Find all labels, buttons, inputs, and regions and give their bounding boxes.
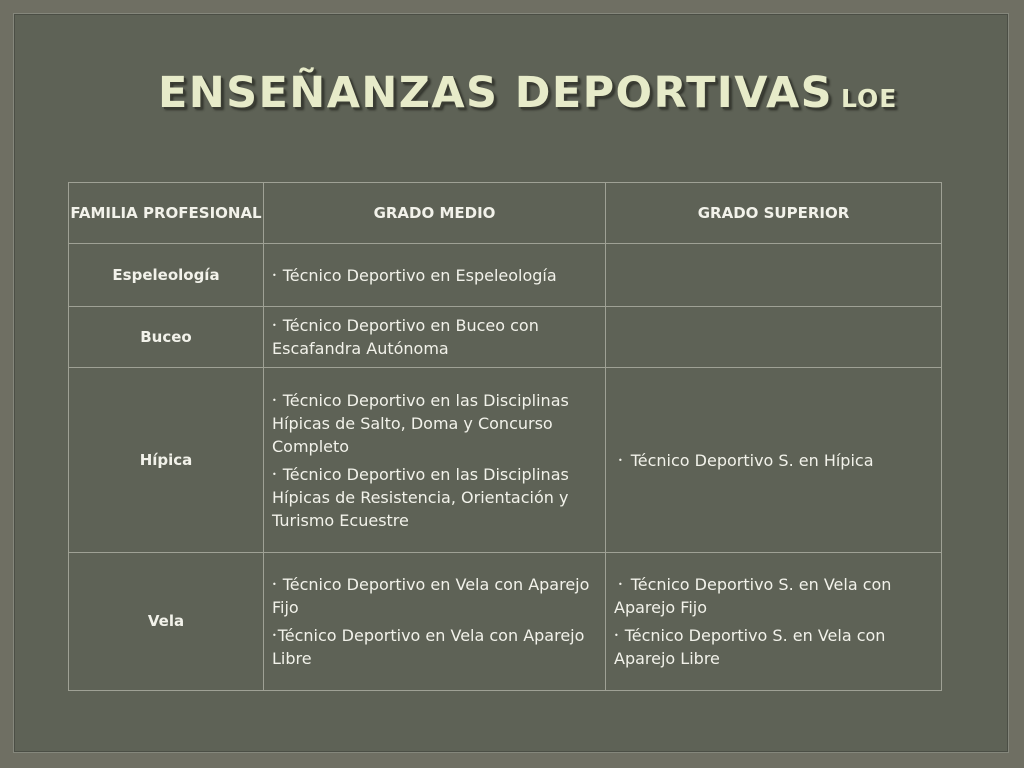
header-row (69, 183, 942, 244)
bullet-icon: • (272, 395, 277, 405)
table-row-buceo (69, 307, 942, 368)
grado-medio-cell (264, 244, 606, 307)
header-grado-medio: GRADO MEDIO (264, 183, 606, 244)
bullet-icon: • (272, 580, 277, 589)
grado-superior-cell (606, 307, 942, 368)
table-row-espeleologia (69, 244, 942, 307)
bullet-icon: • (272, 270, 277, 280)
grado-medio-cell (264, 368, 606, 553)
list-item: • Técnico Deportivo en Espeleología (272, 265, 557, 285)
bullet-icon: • (618, 580, 623, 589)
list-item: •Técnico Deportivo en Vela con Aparejo Libre (272, 626, 585, 668)
title-main: ENSEÑANZAS DEPORTIVAS (158, 68, 834, 118)
grado-superior-cell (606, 244, 942, 307)
bullet-icon: • (618, 455, 623, 465)
header-familia: FAMILIA PROFESIONAL (69, 183, 264, 244)
title-suffix: LOE (841, 84, 898, 113)
list-item: • Técnico Deportivo en Vela con Aparejo Fijo (272, 575, 590, 617)
familia-cell: Vela (69, 553, 264, 691)
list-item: • Técnico Deportivo S. en Vela con Aparejo Libre (614, 626, 886, 668)
grado-superior-cell (606, 368, 942, 553)
list-item: • Técnico Deportivo S. en Hípica (618, 450, 874, 470)
list-item: • Técnico Deportivo en Buceo con Escafandra Autónoma (272, 316, 539, 358)
bullet-icon: • (614, 631, 619, 640)
table-row-vela (69, 553, 942, 691)
education-table (68, 182, 942, 691)
grado-superior-cell (606, 553, 942, 691)
list-item: • Técnico Deportivo S. en Vela con Aparejo Fijo (614, 575, 892, 617)
familia-cell: Espeleología (69, 244, 264, 307)
familia-cell: Hípica (69, 368, 264, 553)
bullet-icon: • (272, 631, 277, 640)
header-grado-superior: GRADO SUPERIOR (606, 183, 942, 244)
familia-cell: Buceo (69, 307, 264, 368)
table-row-hipica (69, 368, 942, 553)
list-item: • Técnico Deportivo en las Disciplinas Hípicas de Salto, Doma y Concurso Completo (272, 390, 569, 456)
slide-title (158, 68, 898, 118)
grado-medio-cell (264, 553, 606, 691)
grado-medio-cell (264, 307, 606, 368)
list-item: • Técnico Deportivo en las Disciplinas Hípicas de Resistencia, Orientación y Turismo Ecuestre (272, 464, 569, 530)
bullet-icon: • (272, 321, 277, 330)
bullet-icon: • (272, 469, 277, 479)
